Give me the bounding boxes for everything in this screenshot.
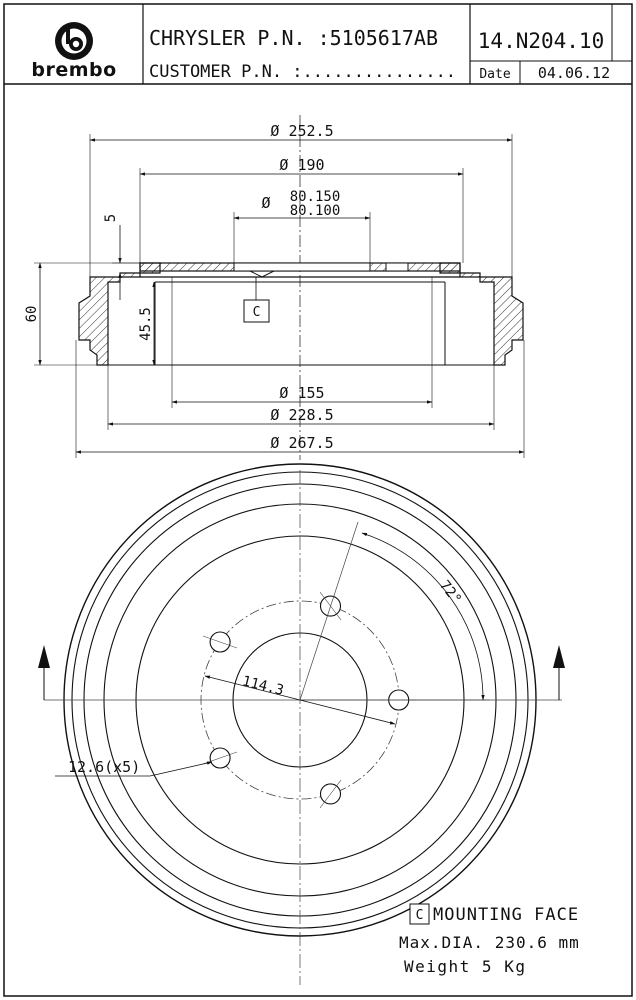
weight-note: Weight 5 Kg [404, 957, 527, 976]
dimension-dia-symbol: Ø [261, 194, 271, 212]
drawing-code: 14.N204.10 [477, 29, 605, 53]
brembo-logo-icon [55, 22, 93, 60]
title-block [4, 4, 632, 84]
drawing-frame [4, 4, 632, 996]
datum-c-label: C [252, 305, 261, 320]
pcd-114: 114.3 [240, 673, 286, 699]
dimension-5: 5 [103, 213, 119, 223]
hole-callout: 12.6(x5) [68, 758, 141, 776]
dimension-60: 60 [24, 305, 40, 323]
dimension-dia-267: Ø 267.5 [270, 434, 334, 452]
date-value: 04.06.12 [537, 64, 611, 82]
section-arrow-left-icon [38, 645, 50, 668]
brembo-logo-text: brembo [31, 59, 117, 81]
drum-section-right [440, 263, 523, 365]
datum-c-note-label: C [415, 908, 424, 923]
angle-72: 72° [436, 577, 465, 608]
mounting-face-note: MOUNTING FACE [433, 905, 580, 925]
dimension-45: 45.5 [138, 307, 154, 341]
chrysler-part-number: CHRYSLER P.N. :5105617AB [149, 26, 438, 50]
customer-part-number: CUSTOMER P.N. :............... [149, 62, 457, 82]
dimension-dia-155: Ø 155 [279, 384, 325, 402]
date-label: Date [479, 67, 511, 82]
dimension-dia-80-upper: 80.150 [289, 189, 341, 205]
section-arrow-right-icon [553, 645, 565, 668]
dimension-dia-80-lower: 80.100 [289, 203, 341, 219]
cross-section-view [24, 115, 524, 460]
dimension-dia-190: Ø 190 [279, 156, 325, 174]
dimension-dia-228: Ø 228.5 [270, 406, 334, 424]
dimension-dia-252: Ø 252.5 [270, 122, 334, 140]
notes-block [399, 904, 580, 976]
max-dia-note: Max.DIA. 230.6 mm [399, 933, 580, 952]
